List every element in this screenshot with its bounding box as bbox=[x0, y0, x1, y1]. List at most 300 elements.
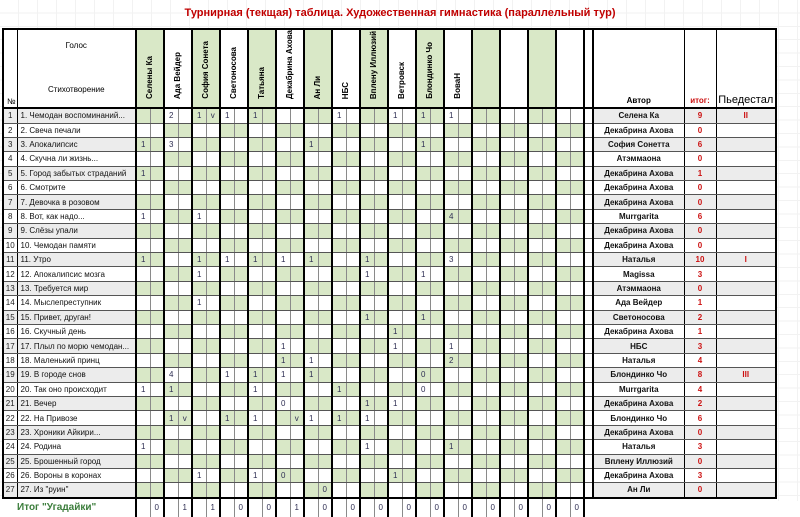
guess-cell[interactable] bbox=[402, 440, 416, 454]
vote-cell[interactable] bbox=[528, 253, 542, 267]
author-cell[interactable]: Декабрина Ахова bbox=[593, 238, 684, 252]
guess-cell[interactable] bbox=[458, 108, 472, 123]
vote-cell[interactable] bbox=[220, 123, 234, 137]
author-cell[interactable]: Magissa bbox=[593, 267, 684, 281]
vote-cell[interactable] bbox=[332, 123, 346, 137]
vote-cell[interactable] bbox=[360, 483, 374, 498]
guess-cell[interactable] bbox=[514, 324, 528, 338]
guess-cell[interactable] bbox=[290, 454, 304, 468]
guess-cell[interactable] bbox=[150, 483, 164, 498]
guess-cell[interactable] bbox=[374, 339, 388, 353]
guess-cell[interactable] bbox=[458, 296, 472, 310]
vote-cell[interactable] bbox=[276, 454, 290, 468]
vote-cell[interactable] bbox=[388, 181, 402, 195]
guess-cell[interactable] bbox=[346, 224, 360, 238]
vote-cell[interactable]: 1 bbox=[388, 468, 402, 482]
guess-cell[interactable] bbox=[486, 483, 500, 498]
guess-cell[interactable] bbox=[290, 368, 304, 382]
vote-cell[interactable] bbox=[220, 353, 234, 367]
vote-cell[interactable] bbox=[332, 195, 346, 209]
vote-cell[interactable] bbox=[164, 123, 178, 137]
vote-cell[interactable] bbox=[248, 123, 262, 137]
guess-cell[interactable] bbox=[234, 209, 248, 223]
vote-cell[interactable] bbox=[136, 353, 150, 367]
guess-cell[interactable] bbox=[486, 368, 500, 382]
guess-cell[interactable] bbox=[206, 310, 220, 324]
vote-cell[interactable]: 0 bbox=[416, 382, 430, 396]
vote-cell[interactable] bbox=[276, 411, 290, 425]
guess-cell[interactable] bbox=[178, 353, 192, 367]
vote-cell[interactable] bbox=[192, 368, 206, 382]
guess-cell[interactable] bbox=[234, 454, 248, 468]
vote-cell[interactable] bbox=[388, 238, 402, 252]
vote-cell[interactable]: 1 bbox=[248, 468, 262, 482]
guess-cell[interactable] bbox=[486, 137, 500, 151]
vote-cell[interactable] bbox=[248, 396, 262, 410]
vote-cell[interactable] bbox=[500, 123, 514, 137]
spacer-cell[interactable] bbox=[584, 310, 593, 324]
guess-cell[interactable] bbox=[486, 382, 500, 396]
vote-cell[interactable] bbox=[360, 166, 374, 180]
guess-cell[interactable] bbox=[458, 137, 472, 151]
vote-cell[interactable] bbox=[220, 181, 234, 195]
vote-cell[interactable]: 1 bbox=[360, 396, 374, 410]
guess-cell[interactable] bbox=[234, 181, 248, 195]
guess-cell[interactable] bbox=[234, 253, 248, 267]
vote-cell[interactable] bbox=[444, 181, 458, 195]
guess-cell[interactable] bbox=[346, 253, 360, 267]
guess-cell[interactable] bbox=[514, 152, 528, 166]
guess-cell[interactable] bbox=[570, 353, 584, 367]
row-number-cell[interactable]: 14 bbox=[3, 296, 17, 310]
itog-cell[interactable]: 4 bbox=[684, 353, 716, 367]
vote-cell[interactable] bbox=[220, 324, 234, 338]
guess-cell[interactable] bbox=[290, 267, 304, 281]
vote-cell[interactable] bbox=[332, 353, 346, 367]
guess-cell[interactable] bbox=[290, 468, 304, 482]
vote-cell[interactable] bbox=[416, 339, 430, 353]
spacer-cell[interactable] bbox=[584, 152, 593, 166]
vote-cell[interactable] bbox=[220, 209, 234, 223]
vote-cell[interactable] bbox=[164, 181, 178, 195]
guess-cell[interactable] bbox=[234, 224, 248, 238]
vote-cell[interactable]: 1 bbox=[192, 468, 206, 482]
guess-cell[interactable] bbox=[486, 411, 500, 425]
guess-cell[interactable] bbox=[486, 195, 500, 209]
vote-cell[interactable] bbox=[556, 152, 570, 166]
guess-cell[interactable] bbox=[570, 224, 584, 238]
row-number-cell[interactable]: 26 bbox=[3, 468, 17, 482]
guess-cell[interactable] bbox=[318, 353, 332, 367]
guess-cell[interactable] bbox=[290, 310, 304, 324]
vote-cell[interactable] bbox=[388, 440, 402, 454]
guess-cell[interactable] bbox=[542, 425, 556, 439]
guess-cell[interactable] bbox=[290, 253, 304, 267]
guess-cell[interactable] bbox=[402, 324, 416, 338]
vote-cell[interactable] bbox=[472, 123, 486, 137]
vote-cell[interactable] bbox=[136, 108, 150, 123]
vote-cell[interactable]: 1 bbox=[136, 253, 150, 267]
guess-total-spacer[interactable] bbox=[528, 498, 542, 517]
guess-cell[interactable] bbox=[178, 238, 192, 252]
vote-cell[interactable]: 1 bbox=[192, 253, 206, 267]
vote-cell[interactable] bbox=[500, 425, 514, 439]
guess-cell[interactable] bbox=[374, 296, 388, 310]
guess-cell[interactable] bbox=[402, 296, 416, 310]
guess-cell[interactable] bbox=[234, 440, 248, 454]
guess-cell[interactable] bbox=[374, 396, 388, 410]
row-number-cell[interactable]: 4 bbox=[3, 152, 17, 166]
guess-cell[interactable] bbox=[458, 238, 472, 252]
guess-cell[interactable] bbox=[178, 425, 192, 439]
vote-cell[interactable] bbox=[556, 267, 570, 281]
guess-cell[interactable] bbox=[542, 339, 556, 353]
vote-cell[interactable] bbox=[500, 224, 514, 238]
vote-cell[interactable] bbox=[416, 195, 430, 209]
guess-cell[interactable] bbox=[430, 396, 444, 410]
vote-cell[interactable] bbox=[472, 468, 486, 482]
guess-cell[interactable] bbox=[178, 166, 192, 180]
vote-cell[interactable]: 1 bbox=[444, 108, 458, 123]
author-cell[interactable]: Декабрина Ахова bbox=[593, 224, 684, 238]
guess-cell[interactable] bbox=[570, 238, 584, 252]
guess-cell[interactable] bbox=[514, 353, 528, 367]
vote-cell[interactable] bbox=[332, 425, 346, 439]
vote-cell[interactable] bbox=[416, 483, 430, 498]
vote-cell[interactable] bbox=[304, 468, 318, 482]
vote-cell[interactable] bbox=[164, 324, 178, 338]
vote-cell[interactable] bbox=[472, 440, 486, 454]
guess-cell[interactable] bbox=[570, 195, 584, 209]
itog-cell[interactable]: 3 bbox=[684, 468, 716, 482]
guess-cell[interactable] bbox=[402, 166, 416, 180]
guess-cell[interactable] bbox=[150, 368, 164, 382]
vote-cell[interactable]: 1 bbox=[360, 253, 374, 267]
guess-cell[interactable] bbox=[458, 483, 472, 498]
guess-cell[interactable] bbox=[430, 195, 444, 209]
guess-cell[interactable] bbox=[430, 425, 444, 439]
vote-cell[interactable] bbox=[528, 137, 542, 151]
guess-cell[interactable] bbox=[178, 253, 192, 267]
author-cell[interactable]: Селена Ка bbox=[593, 108, 684, 123]
vote-cell[interactable] bbox=[500, 310, 514, 324]
guess-cell[interactable] bbox=[346, 440, 360, 454]
guess-cell[interactable] bbox=[346, 382, 360, 396]
pedestal-cell[interactable] bbox=[716, 411, 776, 425]
guess-total-spacer[interactable] bbox=[500, 498, 514, 517]
guess-cell[interactable] bbox=[318, 253, 332, 267]
guess-cell[interactable] bbox=[346, 267, 360, 281]
guess-cell[interactable] bbox=[430, 238, 444, 252]
vote-cell[interactable]: 1 bbox=[388, 339, 402, 353]
vote-cell[interactable] bbox=[444, 396, 458, 410]
guess-cell[interactable] bbox=[346, 483, 360, 498]
vote-cell[interactable] bbox=[220, 382, 234, 396]
vote-cell[interactable] bbox=[248, 483, 262, 498]
guess-cell[interactable] bbox=[234, 281, 248, 295]
guess-cell[interactable] bbox=[570, 425, 584, 439]
guess-cell[interactable] bbox=[178, 396, 192, 410]
pedestal-cell[interactable] bbox=[716, 310, 776, 324]
spacer-cell[interactable] bbox=[584, 224, 593, 238]
vote-cell[interactable] bbox=[416, 324, 430, 338]
vote-cell[interactable] bbox=[444, 411, 458, 425]
guess-cell[interactable] bbox=[486, 224, 500, 238]
poem-title-cell[interactable]: 2. Свеча печали bbox=[17, 123, 136, 137]
guess-cell[interactable] bbox=[346, 209, 360, 223]
vote-cell[interactable] bbox=[500, 108, 514, 123]
guess-cell[interactable] bbox=[458, 368, 472, 382]
author-cell[interactable]: Наталья bbox=[593, 353, 684, 367]
guess-cell[interactable] bbox=[486, 296, 500, 310]
row-number-cell[interactable]: 13 bbox=[3, 281, 17, 295]
itog-cell[interactable]: 0 bbox=[684, 238, 716, 252]
guess-cell[interactable] bbox=[402, 411, 416, 425]
row-number-cell[interactable]: 5 bbox=[3, 166, 17, 180]
vote-cell[interactable] bbox=[528, 440, 542, 454]
row-number-cell[interactable]: 2 bbox=[3, 123, 17, 137]
guess-cell[interactable] bbox=[402, 224, 416, 238]
guess-total-spacer[interactable] bbox=[276, 498, 290, 517]
vote-cell[interactable] bbox=[136, 281, 150, 295]
vote-cell[interactable] bbox=[304, 339, 318, 353]
vote-cell[interactable] bbox=[304, 238, 318, 252]
poem-title-cell[interactable]: 11. Утро bbox=[17, 253, 136, 267]
vote-cell[interactable] bbox=[304, 123, 318, 137]
poem-title-cell[interactable]: 22. На Привозе bbox=[17, 411, 136, 425]
guess-cell[interactable] bbox=[514, 368, 528, 382]
vote-cell[interactable]: 1 bbox=[388, 324, 402, 338]
pedestal-cell[interactable] bbox=[716, 296, 776, 310]
vote-cell[interactable] bbox=[360, 468, 374, 482]
guess-cell[interactable] bbox=[514, 425, 528, 439]
guess-cell[interactable] bbox=[290, 425, 304, 439]
guess-cell[interactable] bbox=[542, 267, 556, 281]
guess-cell[interactable] bbox=[206, 353, 220, 367]
guess-cell[interactable] bbox=[514, 238, 528, 252]
guess-cell[interactable] bbox=[486, 108, 500, 123]
row-number-cell[interactable]: 25 bbox=[3, 454, 17, 468]
vote-cell[interactable]: 1 bbox=[416, 267, 430, 281]
voter-header[interactable] bbox=[220, 29, 248, 108]
guess-cell[interactable] bbox=[402, 108, 416, 123]
poem-title-cell[interactable]: 12. Апокалипсис мозга bbox=[17, 267, 136, 281]
vote-cell[interactable] bbox=[528, 382, 542, 396]
guess-cell[interactable] bbox=[542, 454, 556, 468]
vote-cell[interactable] bbox=[136, 368, 150, 382]
guess-cell[interactable] bbox=[570, 281, 584, 295]
vote-cell[interactable] bbox=[164, 454, 178, 468]
vote-cell[interactable] bbox=[500, 152, 514, 166]
guess-cell[interactable] bbox=[514, 411, 528, 425]
guess-cell[interactable] bbox=[178, 152, 192, 166]
vote-cell[interactable] bbox=[136, 468, 150, 482]
pedestal-cell[interactable] bbox=[716, 382, 776, 396]
guess-cell[interactable] bbox=[430, 382, 444, 396]
vote-cell[interactable] bbox=[444, 281, 458, 295]
vote-cell[interactable] bbox=[276, 137, 290, 151]
guess-cell[interactable] bbox=[374, 353, 388, 367]
guess-cell[interactable] bbox=[290, 123, 304, 137]
vote-cell[interactable] bbox=[472, 238, 486, 252]
vote-cell[interactable] bbox=[276, 267, 290, 281]
spacer-cell[interactable] bbox=[584, 267, 593, 281]
vote-cell[interactable] bbox=[276, 324, 290, 338]
guess-cell[interactable] bbox=[570, 152, 584, 166]
vote-cell[interactable] bbox=[276, 281, 290, 295]
vote-cell[interactable] bbox=[192, 382, 206, 396]
vote-cell[interactable] bbox=[444, 152, 458, 166]
spacer-cell[interactable] bbox=[584, 108, 593, 123]
vote-cell[interactable] bbox=[528, 368, 542, 382]
vote-cell[interactable] bbox=[332, 267, 346, 281]
vote-cell[interactable]: 1 bbox=[248, 368, 262, 382]
guess-total-value[interactable]: 0 bbox=[234, 498, 248, 517]
voter-header[interactable] bbox=[248, 29, 276, 108]
vote-cell[interactable] bbox=[276, 195, 290, 209]
guess-cell[interactable] bbox=[570, 123, 584, 137]
itog-cell[interactable]: 10 bbox=[684, 253, 716, 267]
vote-cell[interactable]: 1 bbox=[332, 382, 346, 396]
vote-cell[interactable] bbox=[164, 468, 178, 482]
guess-cell[interactable] bbox=[542, 411, 556, 425]
guess-cell[interactable] bbox=[542, 137, 556, 151]
author-cell[interactable]: Ада Вейдер bbox=[593, 296, 684, 310]
vote-cell[interactable] bbox=[276, 224, 290, 238]
guess-cell[interactable] bbox=[290, 209, 304, 223]
guess-cell[interactable] bbox=[486, 209, 500, 223]
guess-cell[interactable] bbox=[318, 440, 332, 454]
vote-cell[interactable]: 1 bbox=[416, 310, 430, 324]
guess-cell[interactable] bbox=[374, 267, 388, 281]
vote-cell[interactable]: 0 bbox=[416, 368, 430, 382]
vote-cell[interactable] bbox=[192, 123, 206, 137]
guess-cell[interactable] bbox=[374, 152, 388, 166]
guess-cell[interactable] bbox=[234, 195, 248, 209]
vote-cell[interactable] bbox=[276, 108, 290, 123]
vote-cell[interactable] bbox=[416, 425, 430, 439]
guess-cell[interactable] bbox=[262, 368, 276, 382]
pedestal-cell[interactable] bbox=[716, 281, 776, 295]
author-cell[interactable]: Декабрина Ахова bbox=[593, 195, 684, 209]
guess-cell[interactable] bbox=[374, 181, 388, 195]
guess-total-spacer[interactable] bbox=[136, 498, 150, 517]
vote-cell[interactable] bbox=[500, 454, 514, 468]
vote-cell[interactable] bbox=[360, 353, 374, 367]
vote-cell[interactable]: 1 bbox=[248, 253, 262, 267]
vote-cell[interactable] bbox=[528, 224, 542, 238]
guess-total-value[interactable]: 0 bbox=[486, 498, 500, 517]
vote-cell[interactable]: 1 bbox=[276, 253, 290, 267]
vote-cell[interactable]: 1 bbox=[192, 108, 206, 123]
vote-cell[interactable] bbox=[416, 253, 430, 267]
guess-cell[interactable] bbox=[430, 166, 444, 180]
vote-cell[interactable]: 4 bbox=[444, 209, 458, 223]
guess-cell[interactable] bbox=[570, 324, 584, 338]
guess-cell[interactable] bbox=[486, 166, 500, 180]
guess-cell[interactable] bbox=[430, 108, 444, 123]
vote-cell[interactable] bbox=[136, 296, 150, 310]
guess-cell[interactable] bbox=[150, 454, 164, 468]
vote-cell[interactable] bbox=[332, 339, 346, 353]
guess-cell[interactable] bbox=[542, 108, 556, 123]
vote-cell[interactable] bbox=[388, 123, 402, 137]
guess-cell[interactable] bbox=[262, 411, 276, 425]
vote-cell[interactable] bbox=[164, 195, 178, 209]
guess-cell[interactable] bbox=[346, 396, 360, 410]
author-cell[interactable]: Murrgarita bbox=[593, 209, 684, 223]
vote-cell[interactable] bbox=[500, 411, 514, 425]
voter-header[interactable] bbox=[136, 29, 164, 108]
vote-cell[interactable] bbox=[248, 339, 262, 353]
row-number-cell[interactable]: 19 bbox=[3, 368, 17, 382]
guess-cell[interactable] bbox=[318, 166, 332, 180]
guess-cell[interactable] bbox=[542, 324, 556, 338]
itog-cell[interactable]: 3 bbox=[684, 267, 716, 281]
pedestal-cell[interactable] bbox=[716, 324, 776, 338]
guess-cell[interactable] bbox=[486, 253, 500, 267]
guess-cell[interactable] bbox=[430, 454, 444, 468]
guess-cell[interactable] bbox=[206, 152, 220, 166]
vote-cell[interactable] bbox=[192, 224, 206, 238]
vote-cell[interactable] bbox=[332, 224, 346, 238]
guess-cell[interactable] bbox=[150, 440, 164, 454]
guess-cell[interactable] bbox=[150, 209, 164, 223]
vote-cell[interactable] bbox=[304, 440, 318, 454]
guess-cell[interactable] bbox=[346, 195, 360, 209]
vote-cell[interactable] bbox=[192, 166, 206, 180]
vote-cell[interactable] bbox=[276, 181, 290, 195]
guess-cell[interactable] bbox=[262, 324, 276, 338]
guess-cell[interactable] bbox=[346, 108, 360, 123]
spacer-cell[interactable] bbox=[584, 123, 593, 137]
spacer-cell[interactable] bbox=[584, 411, 593, 425]
itog-cell[interactable]: 0 bbox=[684, 195, 716, 209]
vote-cell[interactable] bbox=[556, 425, 570, 439]
guess-cell[interactable] bbox=[262, 425, 276, 439]
row-number-cell[interactable]: 22 bbox=[3, 411, 17, 425]
guess-cell[interactable] bbox=[458, 181, 472, 195]
guess-cell[interactable] bbox=[430, 483, 444, 498]
row-number-cell[interactable]: 17 bbox=[3, 339, 17, 353]
guess-cell[interactable] bbox=[262, 396, 276, 410]
vote-cell[interactable] bbox=[220, 396, 234, 410]
vote-cell[interactable] bbox=[248, 440, 262, 454]
guess-total-spacer[interactable] bbox=[248, 498, 262, 517]
vote-cell[interactable] bbox=[388, 253, 402, 267]
vote-cell[interactable] bbox=[472, 209, 486, 223]
spacer-cell[interactable] bbox=[584, 368, 593, 382]
guess-cell[interactable] bbox=[486, 281, 500, 295]
vote-cell[interactable] bbox=[556, 166, 570, 180]
guess-cell[interactable] bbox=[458, 123, 472, 137]
pedestal-cell[interactable] bbox=[716, 166, 776, 180]
vote-cell[interactable] bbox=[220, 224, 234, 238]
vote-cell[interactable] bbox=[444, 483, 458, 498]
guess-total-spacer[interactable] bbox=[304, 498, 318, 517]
vote-cell[interactable] bbox=[332, 181, 346, 195]
vote-cell[interactable] bbox=[164, 440, 178, 454]
guess-cell[interactable] bbox=[178, 368, 192, 382]
row-number-cell[interactable]: 11 bbox=[3, 253, 17, 267]
vote-cell[interactable] bbox=[528, 483, 542, 498]
vote-cell[interactable] bbox=[360, 281, 374, 295]
guess-cell[interactable] bbox=[402, 425, 416, 439]
poem-title-cell[interactable]: 27. Из "руин" bbox=[17, 483, 136, 498]
vote-cell[interactable] bbox=[332, 468, 346, 482]
vote-cell[interactable]: 1 bbox=[192, 209, 206, 223]
vote-cell[interactable] bbox=[528, 181, 542, 195]
